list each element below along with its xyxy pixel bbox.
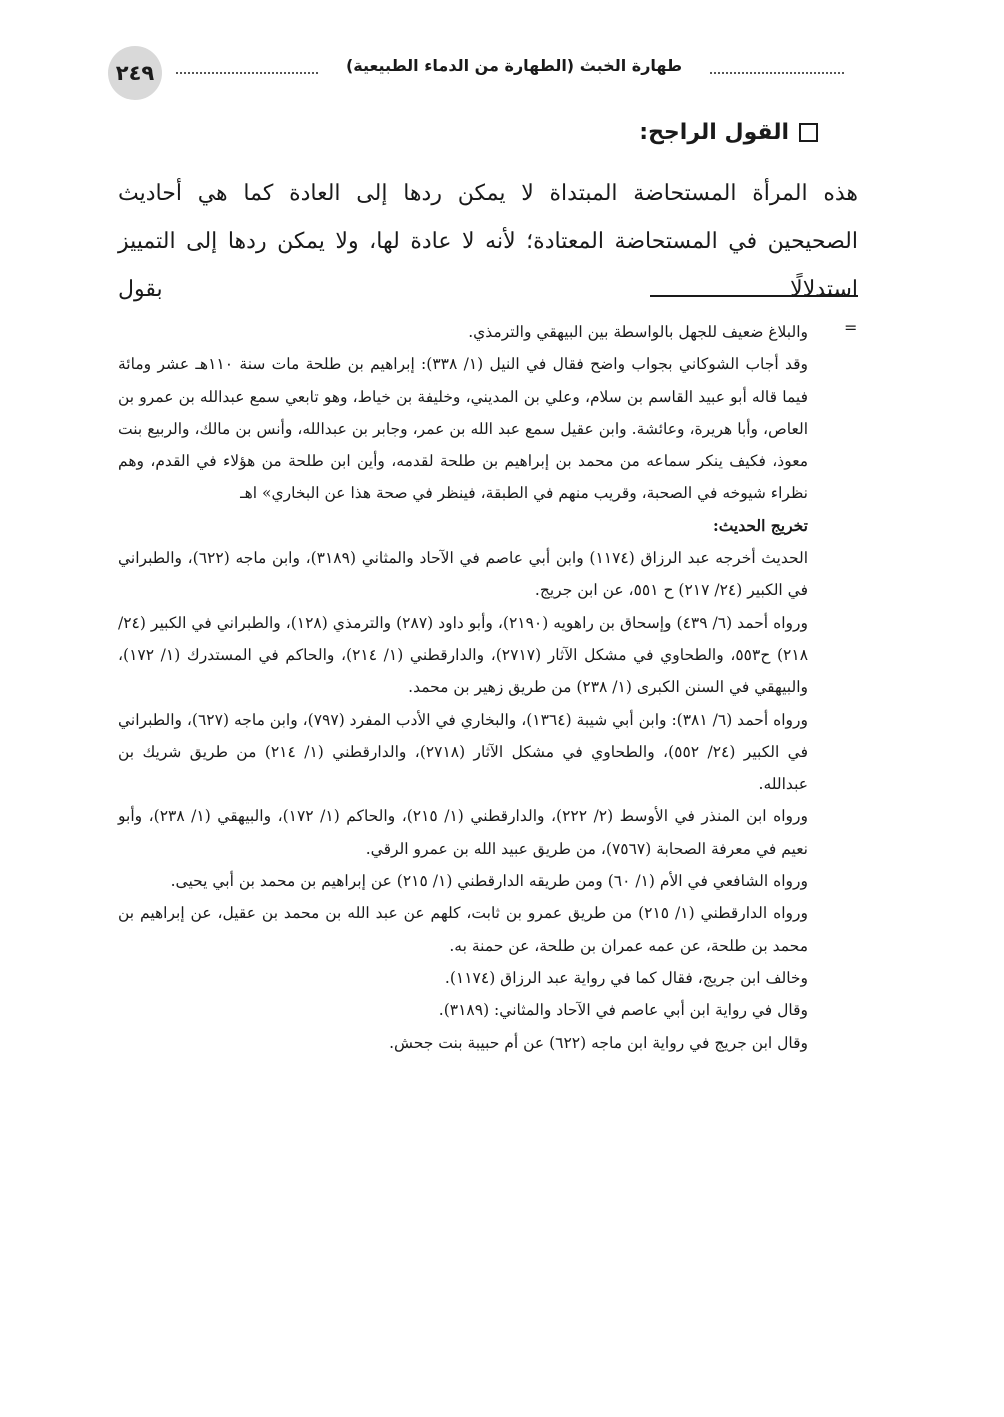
footnote-continuation-mark: = bbox=[844, 318, 858, 337]
footnote-paragraph: وقد أجاب الشوكاني بجواب واضح فقال في النيل (١/ ٣٣٨): إبراهيم بن طلحة مات سنة ١١٠هـ عشر ومائة فيما قاله أبو عبيد القاسم بن سلام، وعلي بن المديني، وخليفة بن خياط، وهو تابعي سمع عبدالله بن عمرو بن العاص، وأبا هريرة، وعائشة. وابن عقيل سمع عبد الله بن عمر، وجابر بن عبدالله، وأنس بن مالك، والربيع بنت معوذ، فكيف ينكر سماعه من محمد بن إبراهيم بن طلحة لقدمه، وأين ابن طلحة من هؤلاء في القدم، وهم نظراء شيوخه في الصحبة، وقريب منهم في الطبقة، فينظر في صحة هذا عن البخاري» اهـ bbox=[118, 355, 808, 503]
section-title-text: القول الراجح: bbox=[639, 120, 789, 145]
header-dotted-leader-right bbox=[710, 72, 844, 74]
footnote-paragraph: الحديث أخرجه عبد الرزاق (١١٧٤) وابن أبي عاصم في الآحاد والمثاني (٣١٨٩)، وابن ماجه (٦٢٢)، والطبراني في الكبير (٢٤/ ٢١٧) ح ٥٥١، عن ابن جريج. bbox=[118, 549, 808, 600]
header-dotted-leader-left bbox=[176, 72, 318, 74]
footnote-paragraph: وقال ابن جريج في رواية ابن ماجه (٦٢٢) عن أم حبيبة بنت جحش. bbox=[389, 1033, 808, 1052]
footnotes bbox=[118, 316, 808, 1059]
footnote-paragraph: والبلاغ ضعيف للجهل بالواسطة بين البيهقي والترمذي. bbox=[468, 323, 808, 341]
footnote-paragraph: وخالف ابن جريج، فقال كما في رواية عبد الرزاق (١١٧٤). bbox=[444, 968, 808, 987]
footnote-paragraph: ورواه أحمد (٦/ ٣٨١): وابن أبي شيبة (١٣٦٤)، والبخاري في الأدب المفرد (٧٩٧)، وابن ماجه (٦٢٧)، والطبراني في الكبير (٢٤/ ٥٥٢)، والطحاوي في مشكل الآثار (٢٧١٨)، والدارقطني (١/ ٢١٤) من طريق شريك بن عبدالله. bbox=[118, 710, 809, 794]
main-text bbox=[118, 170, 858, 314]
main-paragraph: هذه المرأة المستحاضة المبتداة لا يمكن ردها إلى العادة كما هي أحاديث الصحيحين في المستحاضة المعتادة؛ لأنه لا عادة لها، ولا يمكن ردها إلى التمييز استدلالًا بقول bbox=[118, 181, 858, 302]
section-heading bbox=[639, 120, 818, 145]
footnote-paragraph: ورواه الشافعي في الأم (١/ ٦٠) ومن طريقه الدارقطني (١/ ٢١٥) عن إبراهيم بن محمد بن أبي يحيى. bbox=[170, 872, 808, 891]
page-number: ٢٤٩ bbox=[108, 46, 162, 100]
footnote-paragraph: وقال في رواية ابن أبي عاصم في الآحاد والمثاني: (٣١٨٩). bbox=[438, 1001, 808, 1020]
running-head: طهارة الخبث (الطهارة من الدماء الطبيعية) bbox=[345, 56, 683, 75]
footnote-paragraph: ورواه أحمد (٦/ ٤٣٩) وإسحاق بن راهويه (٢١٩٠)، وأبو داود (٢٨٧) والترمذي (١٢٨)، والطبراني في الكبير (٢٤/ ٢١٨) ح٥٥٣، والطحاوي في مشكل الآثار (٢٧١٧)، والدارقطني (١/ ٢١٤)، والحاكم في المستدرك (١/ ١٧٢)، والبيهقي في السنن الكبرى (١/ ٢٣٨) من طريق زهير بن محمد. bbox=[118, 613, 809, 697]
square-bullet-icon bbox=[799, 123, 818, 142]
footnote-paragraph: ورواه ابن المنذر في الأوسط (٢/ ٢٢٢)، والدارقطني (١/ ٢١٥)، والحاكم (١/ ١٧٢)، والبيهقي (١/ ٢٣٨)، وأبو نعيم في معرفة الصحابة (٧٥٦٧)، من طريق عبيد الله بن عمرو الرقي. bbox=[118, 807, 808, 858]
footnote-heading: تخريج الحديث: bbox=[712, 515, 808, 535]
footnote-separator bbox=[650, 295, 858, 297]
footnote-paragraph: ورواه الدارقطني (١/ ٢١٥) من طريق عمرو بن ثابت، كلهم عن عبد الله بن محمد بن عقيل، عن إبراهيم بن محمد بن طلحة، عن عمه عمران بن طلحة، عن حمنة به. bbox=[118, 904, 808, 955]
